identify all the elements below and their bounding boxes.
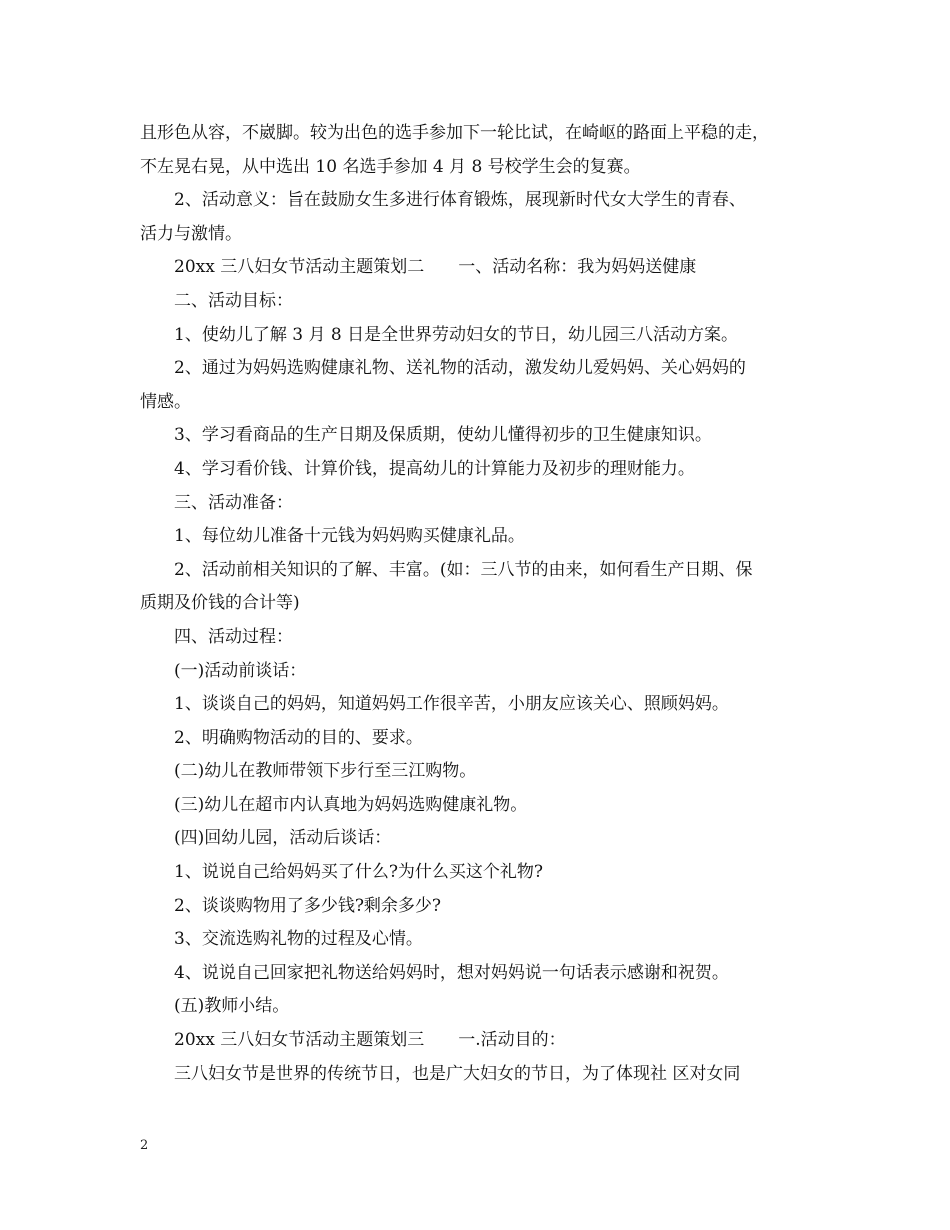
text-line: (一)活动前谈话： (174, 660, 307, 681)
section-heading-plan-3: 三八妇女节是世界的传统节日，也是广大妇女的节日，为了体现社 区对女同 (174, 1063, 741, 1084)
text-line: 情感。 (140, 391, 191, 412)
text-line: 2、通过为妈妈选购健康礼物、送礼物的活动，激发幼儿爱妈妈、关心妈妈的 (174, 358, 746, 379)
text-line: 活力与激情。 (140, 223, 242, 244)
text-line: 1、谈谈自己的妈妈，知道妈妈工作很辛苦，小朋友应该关心、照顾妈妈。 (174, 694, 729, 715)
text-line: 不左晃右晃，从中选出 10 名选手参加 4 月 8 号校学生会的复赛。 (140, 156, 641, 177)
text-line: (五)教师小结。 (174, 996, 290, 1017)
text-line: 且形色从容，不崴脚。较为出色的选手参加下一轮比试，在崎岖的路面上平稳的走， (140, 123, 769, 143)
section-heading-plan-2: 20xx 三八妇女节活动主题策划二 一、活动名称：我为妈妈送健康 (174, 257, 697, 278)
text-line: 2、活动意义：旨在鼓励女生多进行体育锻炼，展现新时代女大学生的青春、 (174, 190, 746, 211)
text-line: 4、说说自己回家把礼物送给妈妈时，想对妈妈说一句话表示感谢和祝贺。 (174, 962, 729, 983)
text-line: 1、说说自己给妈妈买了什么?为什么买这个礼物? (174, 862, 544, 883)
page-number: 2 (140, 1138, 149, 1153)
text-line (140, 1091, 840, 1125)
text-line: 3、学习看商品的生产日期及保质期，使幼儿懂得初步的卫生健康知识。 (174, 425, 712, 446)
text-line: (二)幼儿在教师带领下步行至三江购物。 (174, 761, 477, 782)
text-line: 质期及价钱的合计等) (140, 593, 300, 614)
text-line: 1、使幼儿了解 3 月 8 日是全世界劳动妇女的节日，幼儿园三八活动方案。 (174, 324, 739, 345)
text-line: 2、明确购物活动的目的、要求。 (174, 727, 423, 748)
text-line: 3、交流选购礼物的过程及心情。 (174, 929, 423, 950)
text-line: 三、活动准备： (174, 492, 293, 513)
text-line: 2、谈谈购物用了多少钱?剩余多少? (174, 895, 442, 916)
text-line: 四、活动过程： (174, 626, 293, 647)
text-line: 20xx 三八妇女节活动主题策划三 一.活动目的： (174, 1030, 566, 1051)
text-line: (三)幼儿在超市内认真地为妈妈选购健康礼物。 (174, 794, 528, 815)
text-line: 1、每位幼儿准备十元钱为妈妈购买健康礼品。 (174, 526, 525, 547)
text-line: 二、活动目标： (174, 290, 293, 311)
text-line: (四)回幼儿园，活动后谈话： (174, 828, 392, 849)
text-line: 2、活动前相关知识的了解、丰富。(如：三八节的由来，如何看生产日期、保 (174, 559, 753, 580)
text-line: 4、学习看价钱、计算价钱，提高幼儿的计算能力及初步的理财能力。 (174, 458, 695, 479)
body-text (140, 117, 840, 1125)
